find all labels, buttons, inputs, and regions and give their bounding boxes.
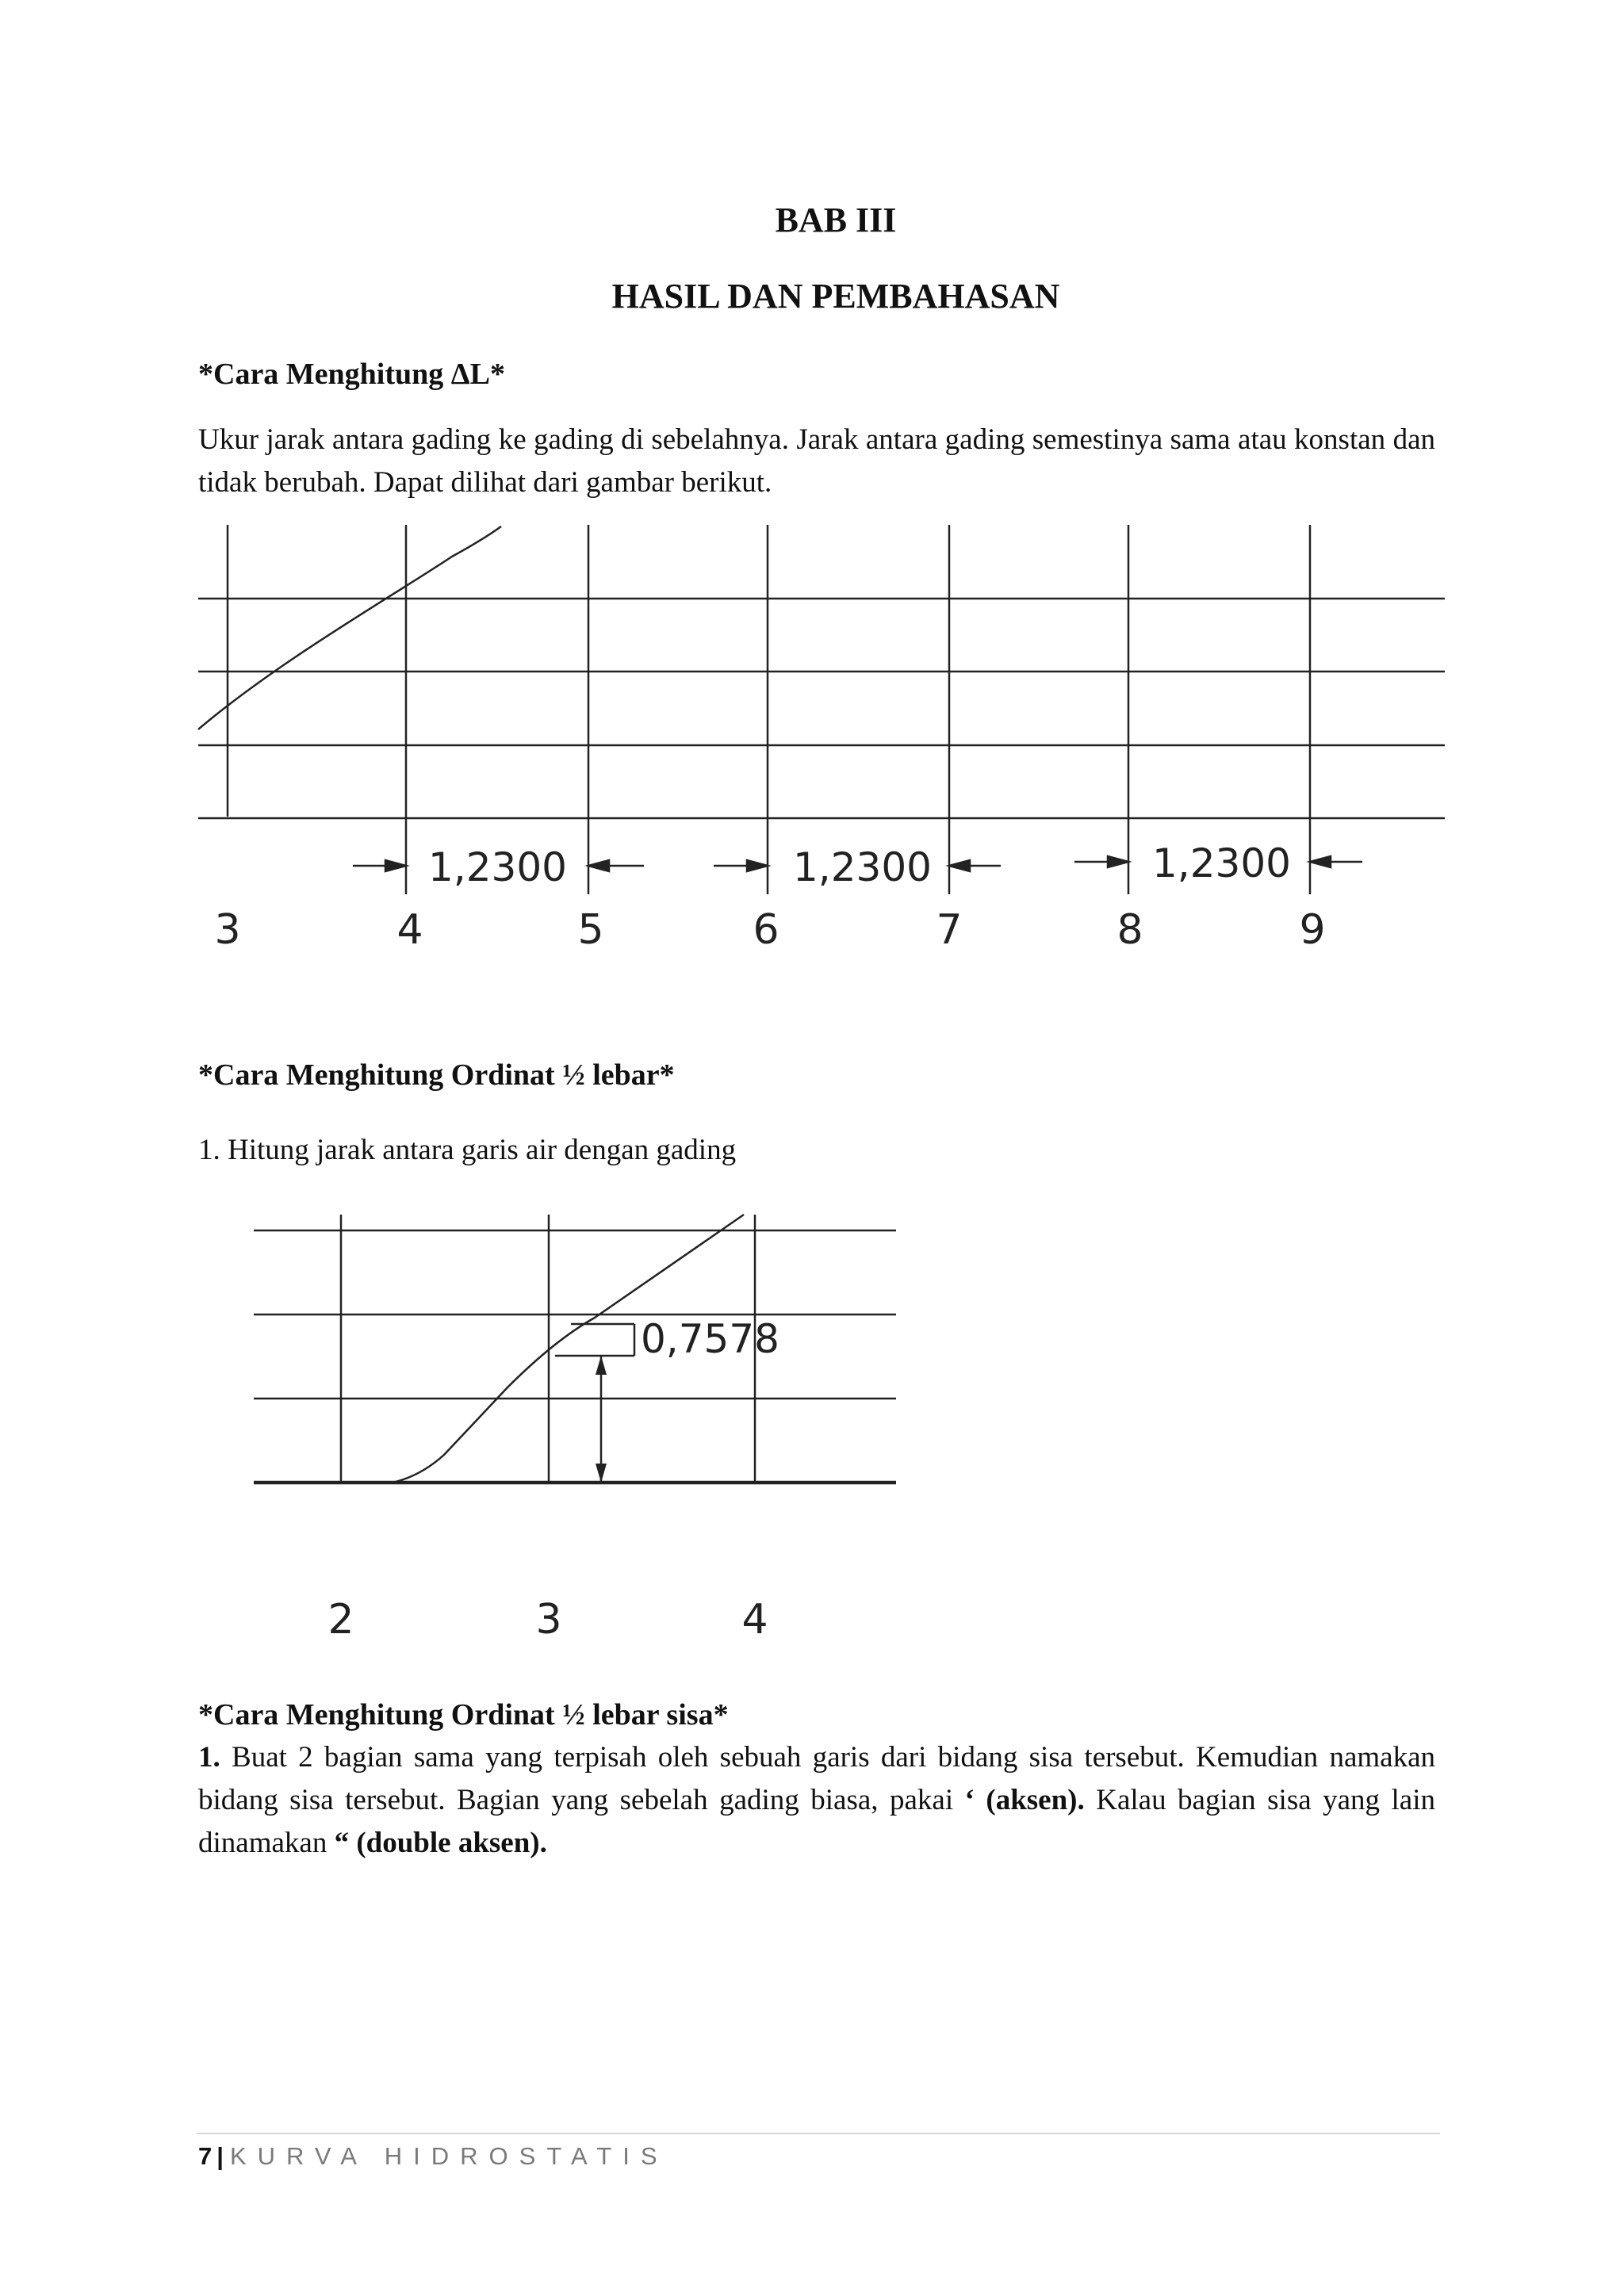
hull-curve [198, 526, 501, 729]
dimension-label: 1,2300 [428, 844, 567, 890]
arrow-head [747, 860, 768, 871]
page-number: 7 [198, 2142, 213, 2170]
half-breadth-figure [238, 1205, 920, 1649]
step-text-part: Kalau bagian sisa yang lain dinamakan [198, 1784, 1435, 1859]
double-aksen-term: “ (double aksen). [334, 1827, 547, 1859]
step-1-paragraph [198, 1736, 1435, 1865]
dimension-label: 0,7578 [641, 1316, 779, 1362]
station-labels [327, 1596, 768, 1644]
arrow-head [385, 860, 406, 871]
footer-divider [197, 2133, 1440, 2134]
page-footer [198, 2142, 668, 2171]
chapter-number: BAB III [775, 201, 897, 239]
step-1-text: 1. Hitung jarak antara garis air dengan gading [198, 1134, 737, 1166]
grid-lines [198, 525, 1445, 894]
grid-lines [254, 1215, 896, 1483]
station-label: 3 [214, 906, 241, 954]
dimension-label: 1,2300 [793, 844, 932, 890]
station-label: 6 [753, 906, 779, 954]
station-label: 3 [535, 1596, 562, 1644]
section-heading-half-breadth: *Cara Menghitung Ordinat ½ lebar* [198, 1058, 675, 1092]
station-labels [214, 906, 1325, 954]
footer-separator: | [216, 2142, 224, 2170]
chapter-title: HASIL DAN PEMBAHASAN [611, 277, 1060, 316]
dimension-labels [428, 840, 1291, 890]
station-label: 9 [1299, 906, 1326, 954]
station-label: 8 [1116, 906, 1143, 954]
section-paragraph-delta-l: Ukur jarak antara gading ke gading di sebelahnya. Jarak antara gading semestinya sama atau konstan dan tidak berubah. Dapat dilihat dari gambar berikut. [198, 423, 1435, 499]
arrow-head [596, 1464, 607, 1483]
frame-spacing-figure [190, 515, 1459, 959]
arrow-head [949, 860, 970, 871]
station-label: 4 [396, 906, 423, 954]
aksen-term: ‘ (aksen). [964, 1784, 1085, 1816]
arrow-head [588, 860, 609, 871]
step-text-part: Buat 2 bagian sama yang terpisah oleh sebuah garis dari bidang sisa tersebut. Kemudian namakan bidang sisa tersebut. Bagian yang sebelah gading biasa, pakai [198, 1741, 1435, 1816]
arrow-head [596, 1356, 607, 1375]
arrow-head [1108, 856, 1128, 867]
section-heading-remaining-half-breadth: *Cara Menghitung Ordinat ½ lebar sisa* [198, 1698, 729, 1732]
running-title: KURVA HIDROSTATIS [229, 2142, 668, 2170]
station-label: 5 [577, 906, 604, 954]
step-number: 1. [198, 1741, 220, 1774]
arrow-head [1310, 856, 1331, 867]
station-label: 2 [327, 1596, 354, 1644]
station-label: 7 [936, 906, 963, 954]
section-heading-delta-l: *Cara Menghitung ΔL* [198, 358, 505, 391]
dimension-label: 1,2300 [1152, 840, 1291, 886]
station-label: 4 [741, 1596, 768, 1644]
